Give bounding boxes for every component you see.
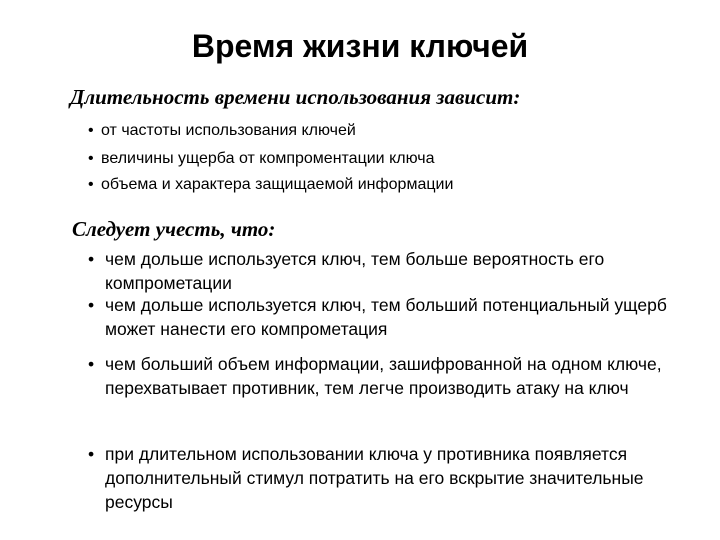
list-item	[88, 149, 688, 169]
bullet-icon: •	[88, 249, 95, 269]
list-item-text: объема и характера защищаемой информации	[101, 176, 454, 193]
list-item-text: величины ущерба от компроментации ключа	[101, 150, 435, 167]
list-item	[88, 352, 668, 400]
list-item-text: чем дольше используется ключ, тем больше вероятность его компрометации	[105, 249, 605, 293]
bullet-icon: •	[88, 176, 94, 193]
list-item-text: от частоты использования ключей	[101, 122, 356, 139]
section-heading-dependency: Длительность времени использования зависит:	[70, 85, 521, 109]
bullet-icon: •	[88, 354, 95, 374]
bullet-icon: •	[88, 444, 95, 464]
bullet-icon: •	[88, 295, 95, 315]
list-item	[88, 293, 668, 341]
bullet-icon: •	[88, 150, 94, 167]
list-item	[88, 121, 688, 141]
list-item-text: чем дольше используется ключ, тем больший потенциальный ущерб может нанести его компрометация	[105, 295, 667, 339]
slide-title: Время жизни ключей	[191, 28, 529, 64]
list-item-text: при длительном использовании ключа у противника появляется дополнительный стимул потратить на его вскрытие значительные ресурсы	[105, 444, 644, 512]
bullet-icon: •	[88, 122, 94, 139]
section-heading-considerations: Следует учесть, что:	[72, 217, 276, 241]
list-item	[88, 175, 688, 195]
list-item	[88, 442, 668, 514]
list-item	[88, 247, 668, 295]
list-item-text: чем больший объем информации, зашифрованной на одном ключе, перехватывает противник, тем легче производить атаку на ключ	[105, 354, 662, 398]
